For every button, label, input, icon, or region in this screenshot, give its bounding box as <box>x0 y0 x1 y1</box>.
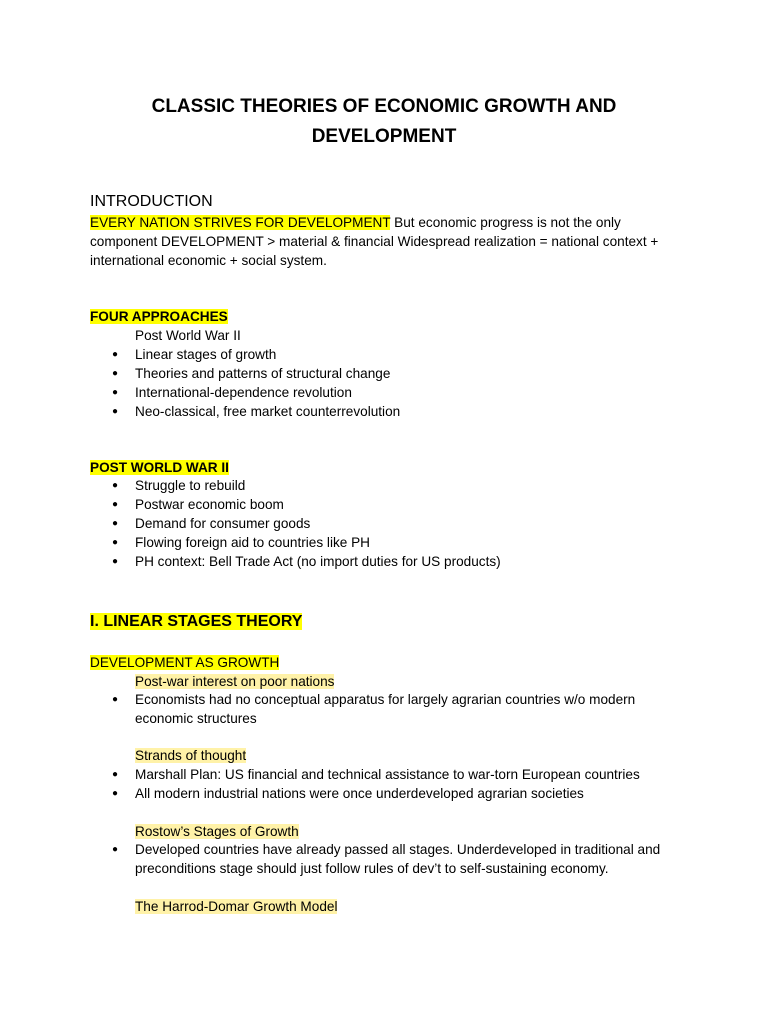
list-item <box>112 840 682 878</box>
list-item <box>112 364 682 383</box>
list-item-text: Flowing foreign aid to countries like PH <box>135 535 370 550</box>
list-item <box>112 476 682 495</box>
post-war-interest-subheading <box>135 672 334 691</box>
list-item-text-line-1: Economists had no conceptual apparatus for largely agrarian countries w/o modern <box>135 692 636 707</box>
bullet-icon: ● <box>112 406 119 417</box>
bullet-icon: ● <box>112 769 119 780</box>
bullet-icon: ● <box>112 788 119 799</box>
four-approaches-heading-text: FOUR APPROACHES <box>90 309 228 324</box>
four-approaches-heading <box>90 307 228 326</box>
list-item-text: Neo-classical, free market counterrevolution <box>135 404 401 419</box>
title-line-2: DEVELOPMENT <box>311 126 457 147</box>
rostow-list <box>112 840 682 878</box>
bullet-icon: ● <box>112 480 119 491</box>
introduction-line-1-rest: But economic progress is not the only <box>390 215 621 230</box>
strands-heading <box>135 746 246 765</box>
list-item <box>112 533 682 552</box>
list-item-text: Struggle to rebuild <box>135 478 246 493</box>
list-item <box>112 514 682 533</box>
list-item-text-line-1: Developed countries have already passed all stages. Underdeveloped in traditional and <box>135 842 661 857</box>
list-item <box>112 495 682 514</box>
bullet-icon: ● <box>112 844 119 855</box>
strands-list <box>112 765 682 803</box>
introduction-paragraph <box>90 213 690 270</box>
list-item-text: PH context: Bell Trade Act (no import duties for US products) <box>135 554 501 569</box>
list-item <box>112 690 682 728</box>
rostow-heading <box>135 822 299 841</box>
introduction-line-1 <box>90 213 690 232</box>
list-item <box>112 383 682 402</box>
post-war-heading <box>90 458 229 477</box>
four-approaches-list <box>112 345 682 421</box>
bullet-icon: ● <box>112 368 119 379</box>
bullet-icon: ● <box>112 518 119 529</box>
title-line-1: CLASSIC THEORIES OF ECONOMIC GROWTH AND <box>151 96 617 117</box>
list-item <box>112 402 682 421</box>
development-as-growth-heading-text: DEVELOPMENT AS GROWTH <box>90 655 280 670</box>
introduction-line-3: international economic + social system. <box>90 253 327 268</box>
bullet-icon: ● <box>112 499 119 510</box>
list-item-text: Demand for consumer goods <box>135 516 311 531</box>
post-war-list <box>112 476 682 571</box>
list-item-text: Linear stages of growth <box>135 347 277 362</box>
list-item-text: All modern industrial nations were once underdeveloped agrarian societies <box>135 786 584 801</box>
strands-heading-text: Strands of thought <box>135 748 247 763</box>
linear-stages-heading-text: I. LINEAR STAGES THEORY <box>90 613 303 630</box>
introduction-highlight: EVERY NATION STRIVES FOR DEVELOPMENT <box>90 215 391 230</box>
post-war-interest-text: Post-war interest on poor nations <box>135 674 335 689</box>
bullet-icon: ● <box>112 537 119 548</box>
list-item <box>112 552 682 571</box>
bullet-icon: ● <box>112 349 119 360</box>
development-as-growth-heading <box>90 653 279 672</box>
introduction-heading: INTRODUCTION <box>90 193 213 210</box>
list-item-text-line-2: economic structures <box>135 711 257 726</box>
rostow-heading-text: Rostow’s Stages of Growth <box>135 824 299 839</box>
bullet-icon: ● <box>112 387 119 398</box>
post-war-heading-text: POST WORLD WAR II <box>90 460 229 475</box>
bullet-icon: ● <box>112 556 119 567</box>
list-item-text: International-dependence revolution <box>135 385 352 400</box>
four-approaches-subheading: Post World War II <box>135 328 241 343</box>
list-item <box>112 345 682 364</box>
linear-stages-heading <box>90 612 302 632</box>
document-title <box>80 92 688 152</box>
list-item <box>112 784 682 803</box>
list-item-text: Marshall Plan: US financial and technical assistance to war-torn European countries <box>135 767 640 782</box>
list-item <box>112 765 682 784</box>
bullet-icon: ● <box>112 694 119 705</box>
harrod-domar-heading-text: The Harrod-Domar Growth Model <box>135 899 338 914</box>
development-as-growth-list <box>112 690 682 728</box>
list-item-text: Postwar economic boom <box>135 497 284 512</box>
list-item-text: Theories and patterns of structural change <box>135 366 391 381</box>
harrod-domar-heading <box>135 897 337 916</box>
introduction-line-2: component DEVELOPMENT > material & financial Widespread realization = national context + <box>90 234 659 249</box>
list-item-text-line-2: preconditions stage should just follow rules of dev’t to self-sustaining economy. <box>135 861 609 876</box>
